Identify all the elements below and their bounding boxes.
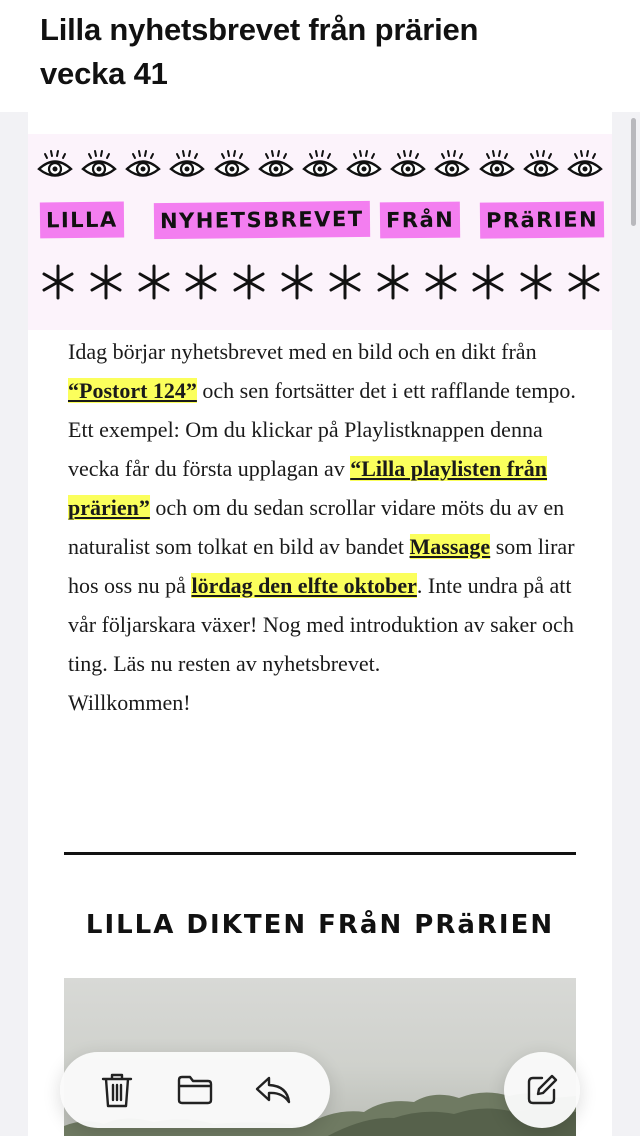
eye-icon — [168, 148, 206, 182]
eye-icon — [124, 148, 162, 182]
eye-icon — [433, 148, 471, 182]
asterisk-icon — [229, 262, 269, 302]
asterisk-icon — [38, 262, 78, 302]
poem-section-title: LILLA DIKTEN FRåN PRäRIEN — [85, 910, 555, 940]
mail-body[interactable] — [28, 112, 612, 1136]
eye-icon — [80, 148, 118, 182]
folder-icon — [176, 1074, 214, 1106]
intro-text-4: som lirar hos oss nu på — [68, 534, 575, 598]
eye-icon — [478, 148, 516, 182]
intro-paragraph — [68, 332, 578, 722]
compose-icon — [524, 1072, 560, 1108]
reply-icon — [254, 1074, 292, 1106]
eye-icon — [301, 148, 339, 182]
asterisk-icon — [277, 262, 317, 302]
scroll-indicator[interactable] — [631, 118, 636, 226]
eye-icon — [257, 148, 295, 182]
asterisk-icon — [564, 262, 604, 302]
banner-word-fran: FRåN — [380, 202, 461, 239]
intro-text-2: och sen fortsätter det i ett rafflande tempo. Ett exempel: Om du klickar på Playlistknappen denna vecka får du första upplagan av — [68, 378, 576, 481]
asterisk-icon — [516, 262, 556, 302]
mail-toolbar — [60, 1052, 330, 1128]
asterisk-icon — [86, 262, 126, 302]
eye-row — [36, 148, 604, 188]
asterisk-icon — [373, 262, 413, 302]
newsletter-banner — [28, 134, 612, 330]
eye-icon — [36, 148, 74, 182]
banner-word-nyhetsbrevet: NYHETSBREVET — [154, 201, 370, 239]
trash-icon — [100, 1071, 134, 1109]
link-lordag-den-elfte-oktober[interactable]: lördag den elfte oktober — [191, 573, 417, 598]
mail-subject — [40, 8, 600, 96]
move-to-folder-button[interactable] — [173, 1068, 217, 1112]
eye-icon — [566, 148, 604, 182]
eye-icon — [213, 148, 251, 182]
eye-icon — [345, 148, 383, 182]
asterisk-icon — [468, 262, 508, 302]
asterisk-icon — [325, 262, 365, 302]
star-row — [38, 262, 604, 306]
compose-button[interactable] — [504, 1052, 580, 1128]
intro-text-3: och om du sedan scrollar vidare möts du av en naturalist som tolkat en bild av bandet — [68, 495, 565, 559]
mail-subject-line-2: vecka 41 — [40, 56, 168, 91]
mail-subject-line-1: Lilla nyhetsbrevet från prärien — [40, 12, 479, 47]
asterisk-icon — [134, 262, 174, 302]
eye-icon — [389, 148, 427, 182]
intro-text-5: . Inte undra på att vår följarskara växer! Nog med introduktion av saker och ting. Läs nu resten av nyhetsbrevet. — [68, 573, 574, 676]
asterisk-icon — [181, 262, 221, 302]
mail-subject-header — [0, 0, 640, 112]
link-postort-124[interactable]: “Postort 124” — [68, 378, 197, 403]
eye-icon — [522, 148, 560, 182]
section-divider — [64, 852, 576, 855]
asterisk-icon — [421, 262, 461, 302]
reply-button[interactable] — [251, 1068, 295, 1112]
intro-closing: Willkommen! — [68, 690, 191, 715]
banner-word-lilla: LILLA — [40, 202, 124, 239]
banner-title — [28, 202, 612, 242]
banner-word-prarien: PRäRIEN — [480, 201, 605, 238]
link-lilla-playlisten[interactable]: “Lilla playlisten från prärien” — [68, 456, 548, 520]
intro-text-1: Idag börjar nyhetsbrevet med en bild och en dikt från — [68, 339, 537, 364]
delete-button[interactable] — [95, 1068, 139, 1112]
link-massage[interactable]: Massage — [409, 534, 491, 559]
